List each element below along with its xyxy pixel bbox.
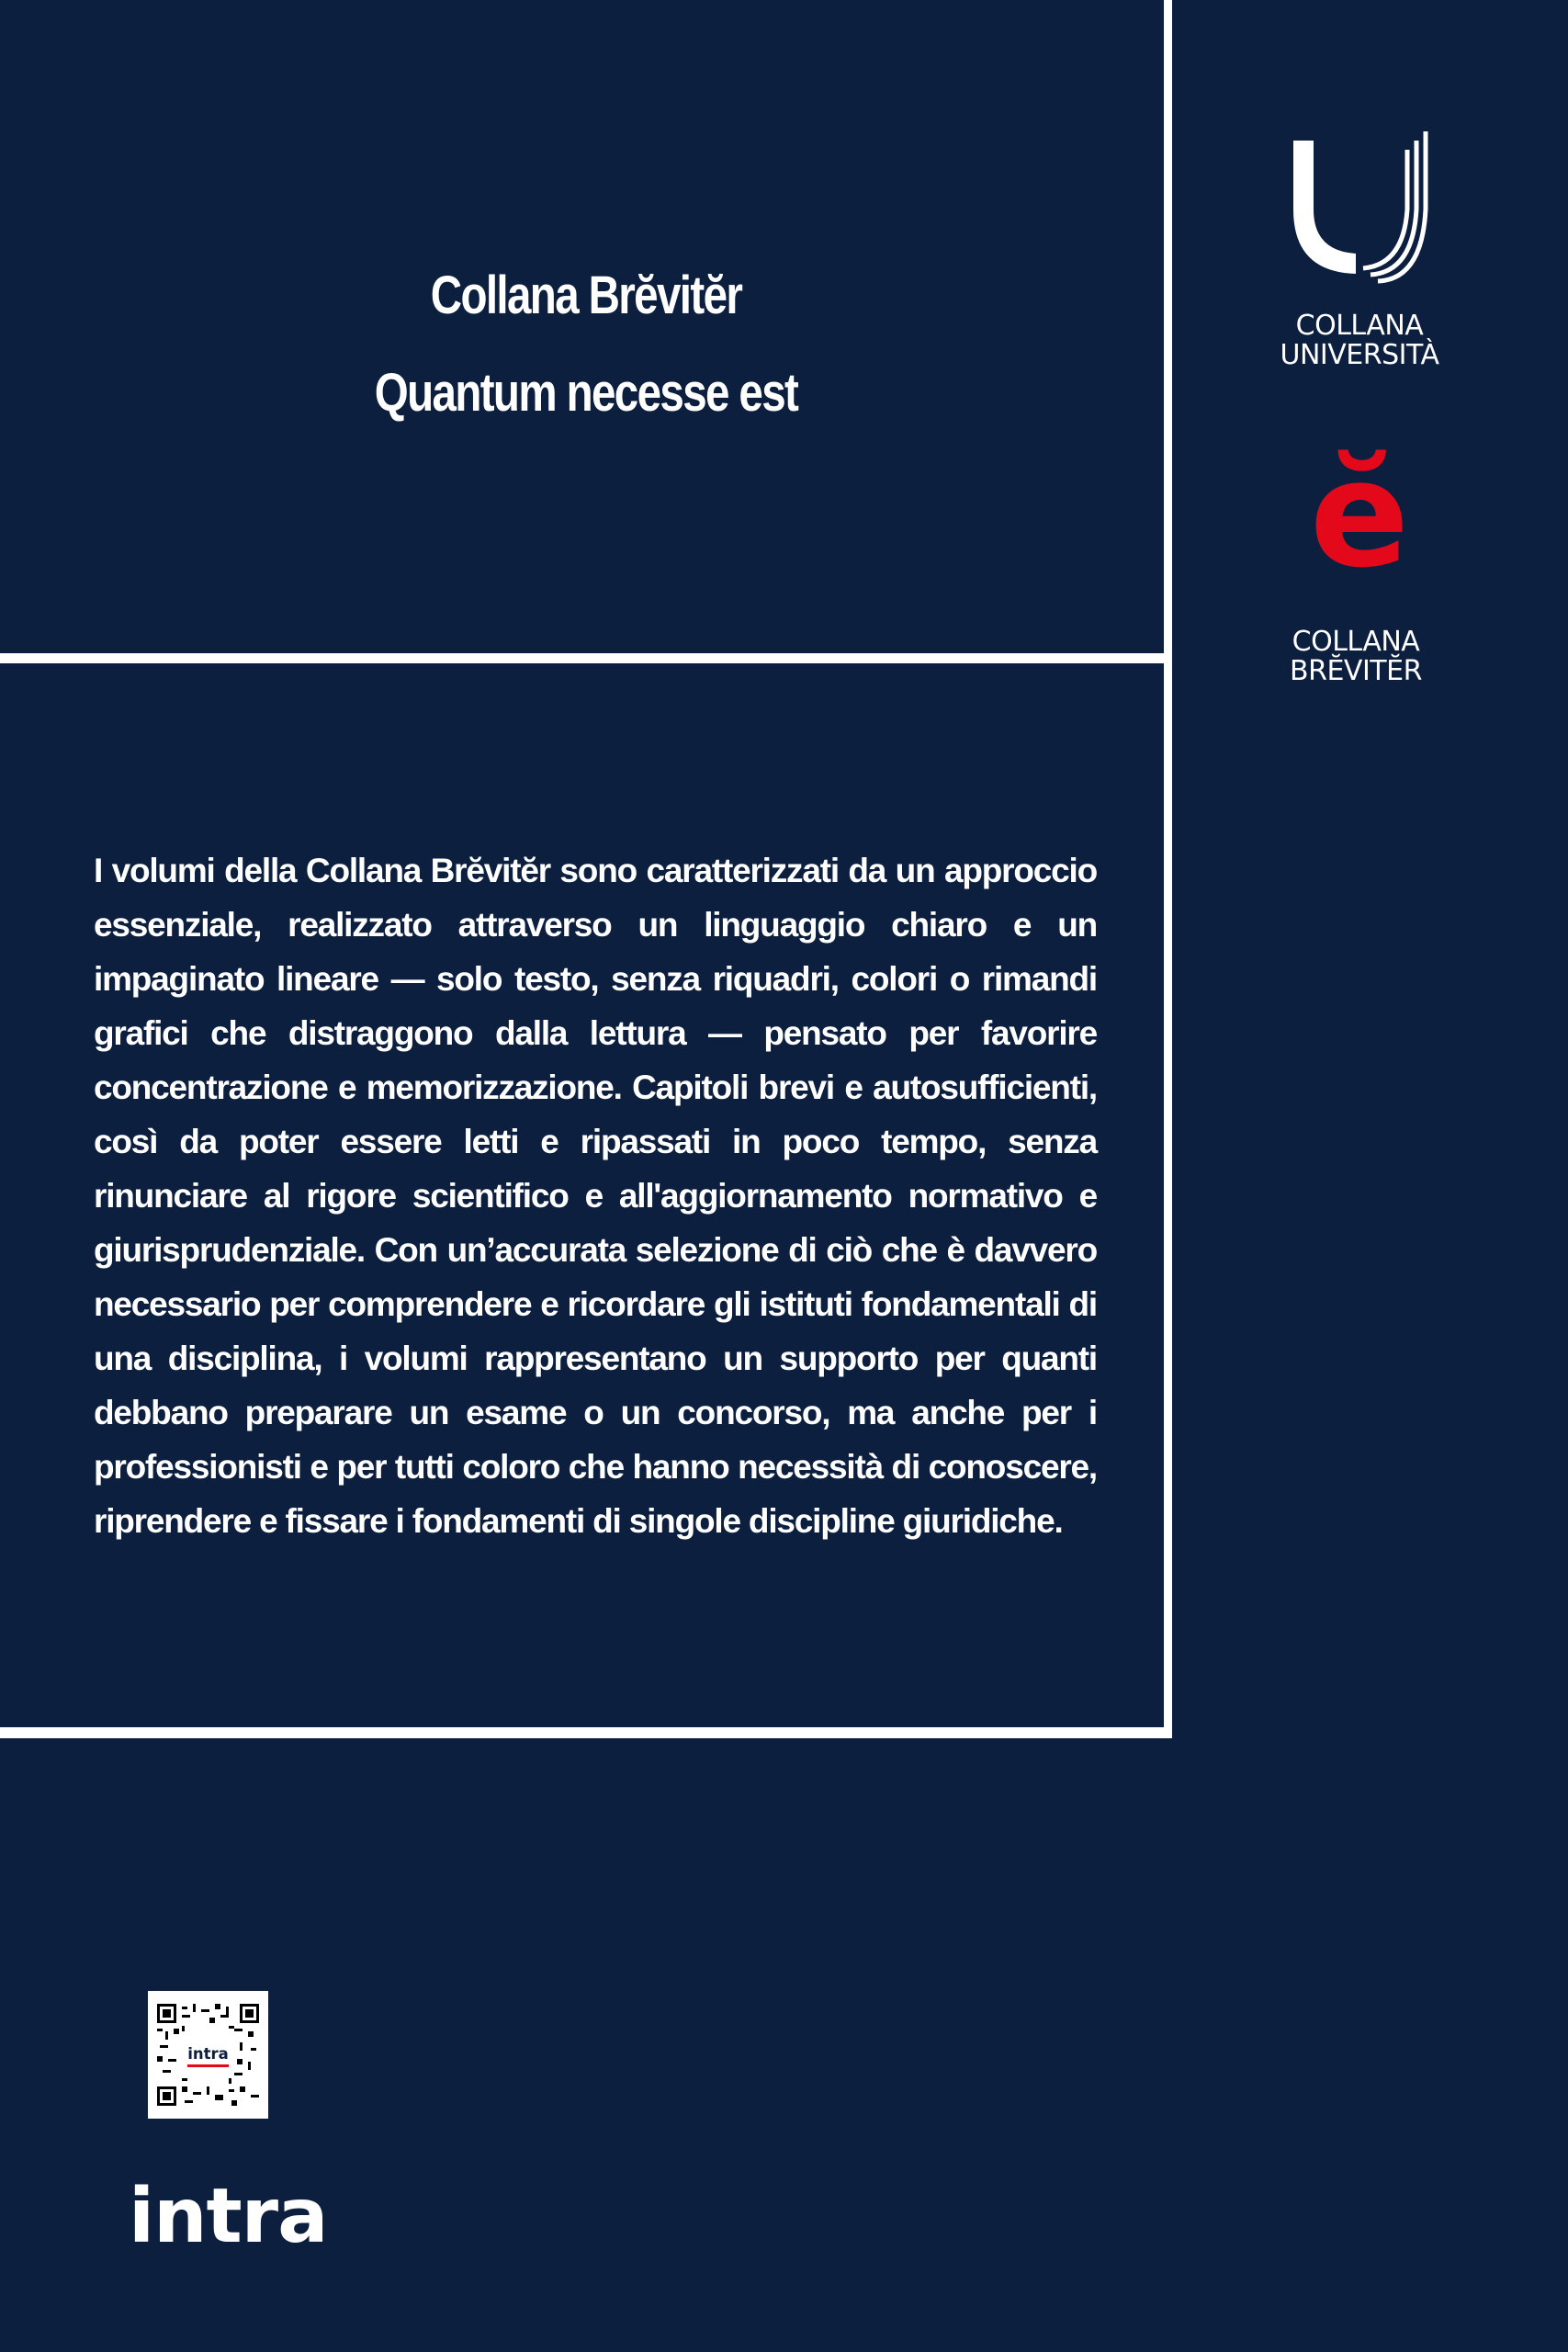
- breviter-logo-caption: [1258, 628, 1453, 686]
- qr-code: [148, 1991, 268, 2119]
- breviter-caption-line1: COLLANA: [1292, 626, 1420, 658]
- publisher-logo: intra: [129, 2173, 328, 2260]
- frame-top-divider: [0, 653, 1172, 663]
- breviter-caption-line2: BRĔVITĔR: [1290, 655, 1422, 687]
- universita-caption-line1: COLLANA: [1295, 310, 1424, 342]
- series-motto: Quantum necesse est: [374, 363, 798, 423]
- qr-center-label: intra: [187, 2045, 229, 2063]
- frame-vertical-divider: [1164, 0, 1172, 1738]
- universita-caption-line2: UNIVERSITÀ: [1280, 339, 1439, 371]
- e-breve-logo-icon: ĕ: [1309, 428, 1410, 600]
- series-description: I volumi della Collana Brĕvitĕr sono caratterizzati da un approccio essenziale, realizzato attraverso un linguaggio chiaro e un impaginato lineare — solo testo, senza riquadri, colori o rimandi grafici che distraggono dalla lettura — pensato per favorire concentrazione e memorizzazione. Capitoli brevi e autosufficienti, così da poter essere letti e ripassati in poco tempo, senza rinunciare al rigore scientifico e all'aggiornamento normativo e giurisprudenziale. Con un’accurata selezione di ciò che è davvero necessario per comprendere e ricordare gli istituti fondamentali di una disciplina, i volumi rappresentano un supporto per quanti debbano preparare un esame o un concorso, ma anche per i professionisti e per tutti coloro che hanno necessità di conoscere, riprendere e fissare i fondamenti di singole discipline giuridiche.: [94, 852, 1097, 1540]
- series-title: Collana Brĕvitĕr: [430, 266, 742, 325]
- u-logo-icon: [1293, 127, 1431, 297]
- frame-bottom-divider: [0, 1727, 1172, 1738]
- universita-logo-caption: [1258, 311, 1461, 370]
